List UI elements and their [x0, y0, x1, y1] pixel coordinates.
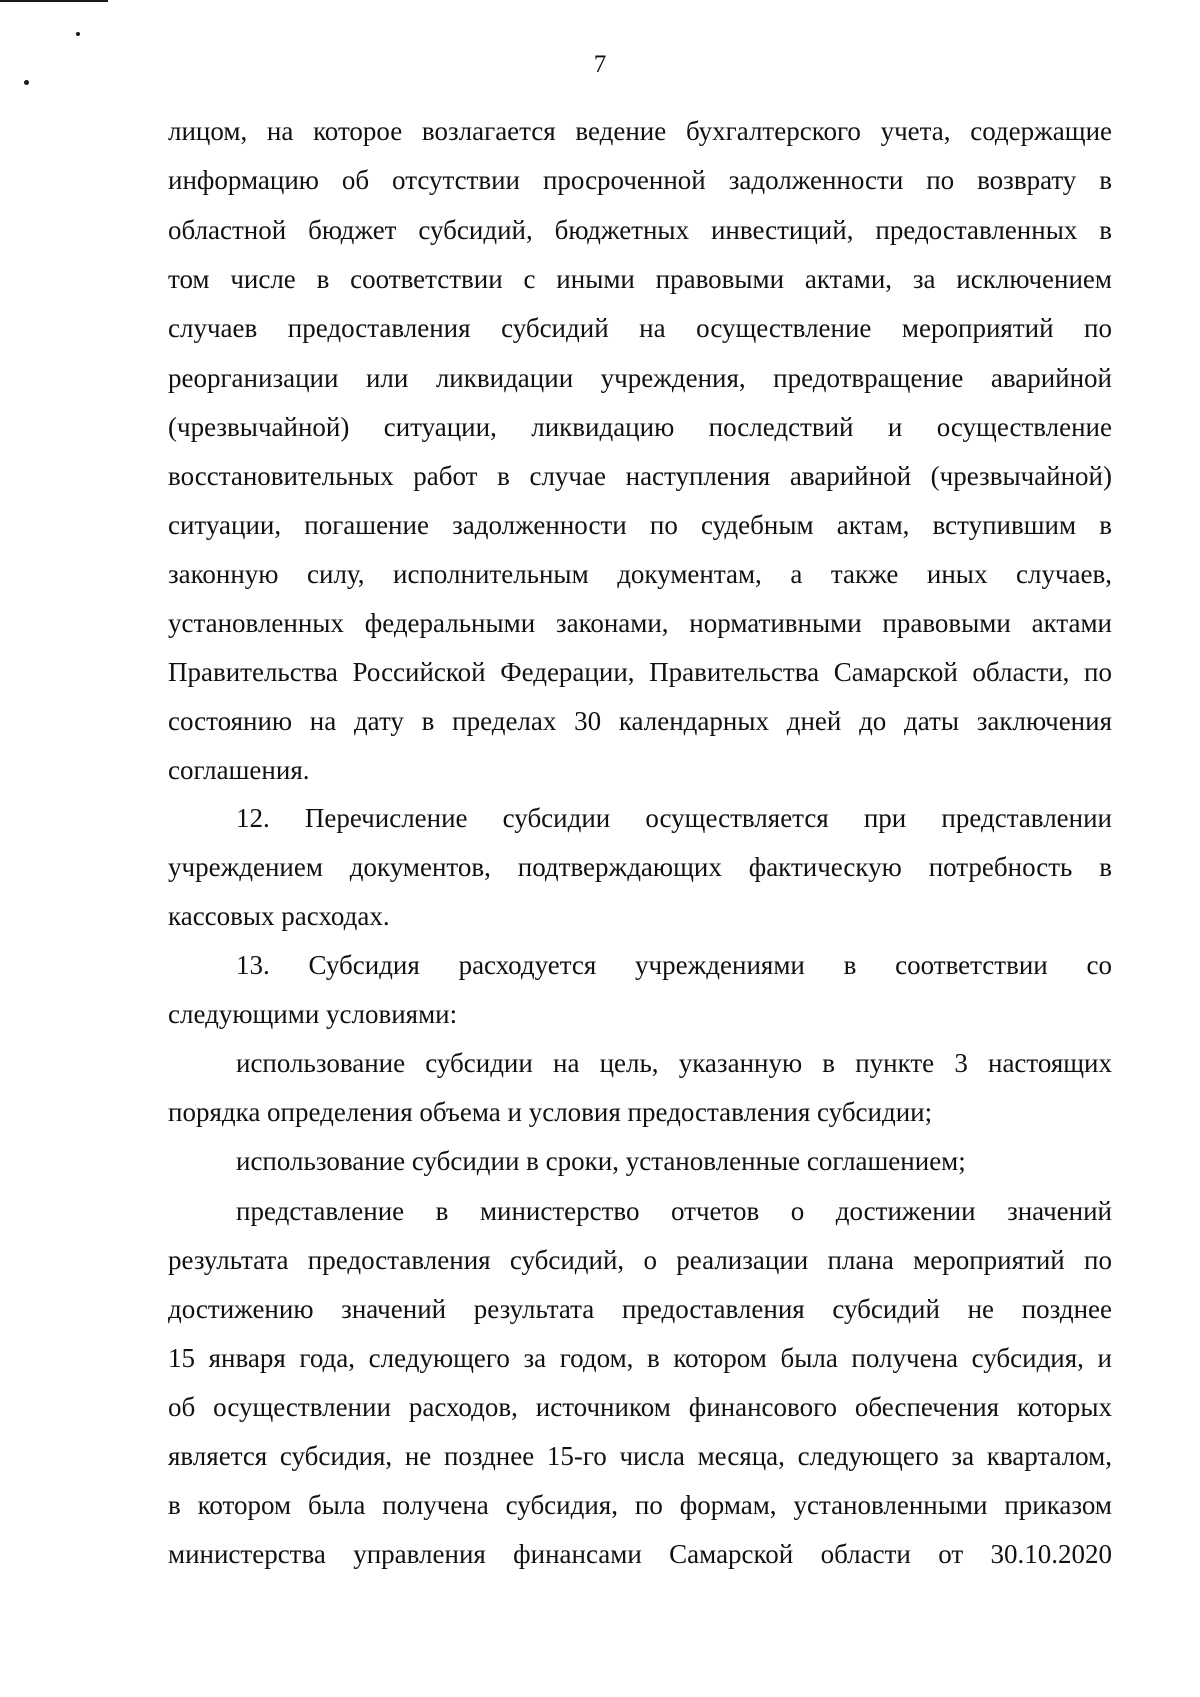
- text-line: восстановительных работ в случае наступления аварийной (чрезвычайной): [168, 461, 1112, 491]
- text-line: кассовых расходах.: [168, 901, 390, 931]
- text-line: реорганизации или ликвидации учреждения, предотвращение аварийной: [168, 363, 1112, 393]
- condition-line: представление в министерство отчетов о достижении значений: [236, 1196, 1112, 1226]
- text-line: министерства управления финансами Самарской области от 30.10.2020: [168, 1539, 1112, 1569]
- text-line: достижению значений результата предоставления субсидий не позднее: [168, 1294, 1112, 1324]
- text-line: состоянию на дату в пределах 30 календарных дней до даты заключения: [168, 706, 1112, 736]
- text-line: в котором была получена субсидия, по формам, установленными приказом: [168, 1490, 1112, 1520]
- text-line: (чрезвычайной) ситуации, ликвидацию последствий и осуществление: [168, 412, 1112, 442]
- scan-dot: [24, 80, 29, 85]
- text-line: областной бюджет субсидий, бюджетных инвестиций, предоставленных в: [168, 215, 1112, 245]
- text-line: об осуществлении расходов, источником финансового обеспечения которых: [168, 1392, 1112, 1422]
- text-line: является субсидия, не позднее 15-го числа месяца, следующего за кварталом,: [168, 1441, 1112, 1471]
- text-line: результата предоставления субсидий, о реализации плана мероприятий по: [168, 1245, 1112, 1275]
- text-line: случаев предоставления субсидий на осуществление мероприятий по: [168, 313, 1112, 343]
- scan-dot: [76, 32, 80, 36]
- text-line: информацию об отсутствии просроченной задолженности по возврату в: [168, 165, 1112, 195]
- paragraph-13-line: 13. Субсидия расходуется учреждениями в соответствии со: [236, 950, 1112, 980]
- text-line: порядка определения объема и условия предоставления субсидии;: [168, 1097, 933, 1127]
- text-line: ситуации, погашение задолженности по судебным актам, вступившим в: [168, 510, 1112, 540]
- text-line: 15 января года, следующего за годом, в котором была получена субсидия, и: [168, 1343, 1112, 1373]
- condition-line: использование субсидии на цель, указанную в пункте 3 настоящих: [236, 1048, 1112, 1078]
- paragraph-12-line: 12. Перечисление субсидии осуществляется при представлении: [236, 803, 1112, 833]
- text-line: соглашения.: [168, 755, 310, 785]
- text-line: установленных федеральными законами, нормативными правовыми актами: [168, 608, 1112, 638]
- text-line: учреждением документов, подтверждающих фактическую потребность в: [168, 852, 1112, 882]
- text-line: следующими условиями:: [168, 999, 458, 1029]
- text-line: том числе в соответствии с иными правовыми актами, за исключением: [168, 264, 1112, 294]
- page-number: 7: [593, 51, 607, 78]
- scan-edge-mark: [0, 0, 108, 2]
- text-line: Правительства Российской Федерации, Правительства Самарской области, по: [168, 657, 1112, 687]
- condition-line: использование субсидии в сроки, установленные соглашением;: [236, 1146, 966, 1176]
- text-line: законную силу, исполнительным документам, а также иных случаев,: [168, 559, 1112, 589]
- text-line: лицом, на которое возлагается ведение бухгалтерского учета, содержащие: [168, 116, 1112, 146]
